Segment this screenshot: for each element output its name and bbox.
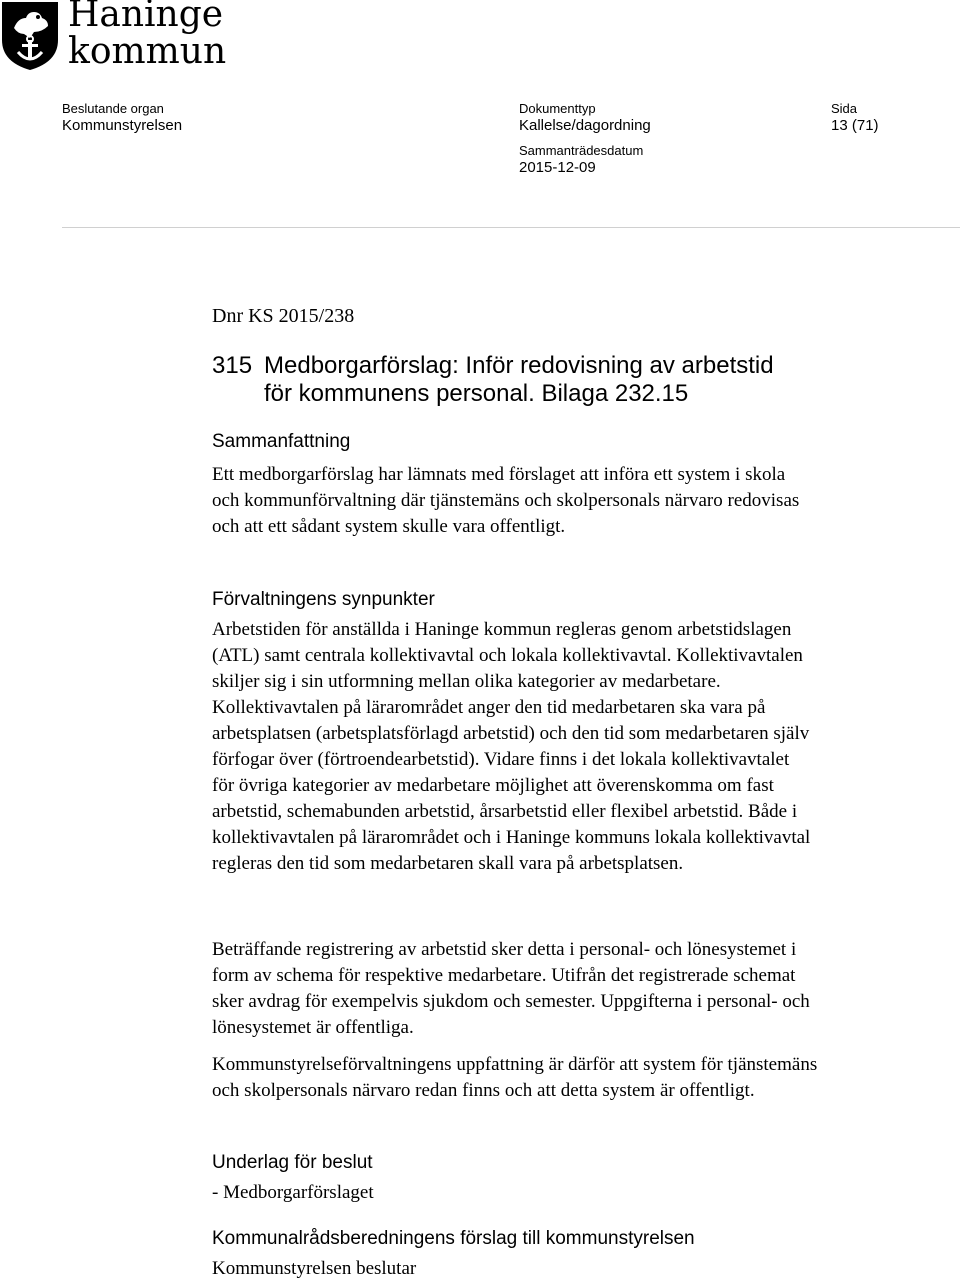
forslag-heading: Kommunalrådsberedningens förslag till kommunstyrelsen <box>212 1228 695 1249</box>
forvaltningens-paragraph-2: Beträffande registrering av arbetstid sker detta i personal- och lönesystemet i form av schema för respektive medarbetare. Utifrån det registrerade schemat sker avdrag för exempelvis sjukdom och semester. Uppgifterna i personal- och lönesystemet är offentliga. <box>212 939 810 1038</box>
sammantradesdatum-value: 2015-12-09 <box>519 159 596 176</box>
haninge-logo <box>0 0 230 72</box>
forslag-text: Kommunstyrelsen beslutar <box>212 1258 417 1279</box>
dokumenttyp <box>519 101 651 135</box>
logo-text-line2: kommun <box>68 31 227 72</box>
header-divider <box>62 227 960 228</box>
beslutande-label: Beslutande organ <box>62 101 164 116</box>
forvaltningens-paragraph-1: Arbetstiden för anställda i Haninge kommun regleras genom arbetstidslagen (ATL) samt centrala kollektivavtal och lokala kollektivavtal. Kollektivavtalen skiljer sig i sin utformning mellan olika kategorier av medarbetare. Kollektivavtalen på lärarområdet anger den tid medarbetaren ska vara på arbetsplatsen (arbetsplatsförlagd arbetstid) och den tid som medarbetaren själv förfogar över (förtroendearbetstid). Vidare finns i det lokala kollektivavtalet för övriga kategorier av medarbetare möjlighet att överenskomma om fast arbetstid, schemabunden arbetstid, årsarbetstid eller flexibel arbetstid. Både i kollektivavtalen på lärarområdet och i Haninge kommuns lokala kollektivavtal regleras den tid som medarbetaren skall vara på arbetsplatsen. <box>212 619 811 874</box>
dokumenttyp-label: Dokumenttyp <box>519 101 596 116</box>
diarienummer: Dnr KS 2015/238 <box>212 305 355 327</box>
sammanfattning-heading: Sammanfattning <box>212 431 351 452</box>
logo-text-line1: Haninge <box>68 0 224 35</box>
beslutande-value: Kommunstyrelsen <box>62 117 183 134</box>
sammantradesdatum-label: Sammanträdesdatum <box>519 143 644 158</box>
sida <box>831 101 879 135</box>
dokumenttyp-value: Kallelse/dagordning <box>519 117 651 134</box>
coat-of-arms-icon <box>0 0 62 72</box>
underlag-item: - Medborgarförslaget <box>212 1182 374 1203</box>
sida-value: 13 (71) <box>831 117 879 134</box>
forvaltningens-heading: Förvaltningens synpunkter <box>212 589 435 610</box>
title-line2: för kommunens personal. Bilaga 232.15 <box>264 380 689 407</box>
sammanfattning-text: Ett medborgarförslag har lämnats med förslaget att införa ett system i skola och kommunförvaltning där tjänstemäns och skolpersonals närvaro redovisas och att ett sådant system skulle vara offentligt. <box>212 464 800 537</box>
underlag-heading: Underlag för beslut <box>212 1152 373 1173</box>
sida-label: Sida <box>831 101 858 116</box>
title-line1: Medborgarförslag: Inför redovisning av arbetstid <box>264 352 774 379</box>
title-number: 315 <box>212 352 253 379</box>
beslutande-organ <box>62 101 182 135</box>
sammantradesdatum <box>519 143 643 177</box>
page-title <box>212 352 912 408</box>
forvaltningens-paragraph-3: Kommunstyrelseförvaltningens uppfattning är därför att system för tjänstemäns och skolpersonals närvaro redan finns och att detta system är offentligt. <box>212 1054 818 1101</box>
